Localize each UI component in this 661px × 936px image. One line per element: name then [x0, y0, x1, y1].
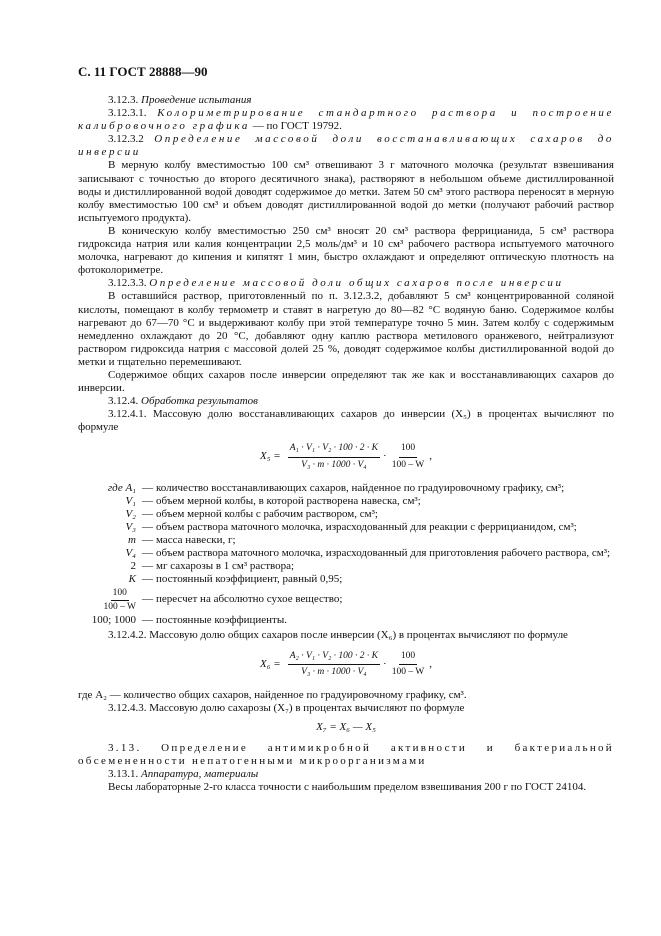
- paragraph-1: В мерную колбу вместимостью 100 см³ отвешивают 3 г маточного молочка (результат взвешивания записывают с точностью до второго десятичного знака), растворяют в небольшом объеме дистиллированной воды и дистиллированной водой доводят содержимое до метки. Затем 50 см³ этого раствора переносят в мерную колбу вместимостью 100 см³ и объем доводят дистиллированной водой до метки (получают рабочий раствор испытуемого продукта).: [78, 159, 614, 224]
- section-3-12-3-3: 3.12.3.3. Определение массовой доли общих сахаров после инверсии: [108, 277, 564, 290]
- definition-row: 2 — мг сахарозы в 1 см³ раствора;: [130, 559, 295, 572]
- definition-row: m — масса навески, г;: [128, 533, 236, 546]
- definition-row: где A₁ — количество восстанавливающих сахаров, найденное по градуировочному графику, см³;: [107, 481, 565, 494]
- section-3-13: 3.13. Определение антимикробной активности и бактериальной обсемененности непатогенными микроорганизмами: [78, 742, 614, 768]
- definition-row: V₃ — объем раствора маточного молочка, израсходованный для реакции с феррицианидом, см³;: [125, 520, 577, 533]
- section-3-12-3: 3.12.3. Проведение испытания: [108, 94, 252, 106]
- definition-row: V₂ — объем мерной колбы с рабочим раствором, см³;: [125, 507, 378, 520]
- formula-fraction: $\frac{\text{A₂ · V₁ · V₂ · 100 · 2 · K}}{\text{V₃ · m · 1000 · V₄}}$: [289, 650, 379, 677]
- definition-row: V₁ — объем мерной колбы, в которой растворена навеска, см³;: [125, 494, 421, 507]
- variable-definitions: [78, 482, 614, 627]
- paragraph-4: Содержимое общих сахаров после инверсии определяют так же как и восстанавливающих сахаров до инверсии.: [78, 368, 614, 395]
- section-3-12-3-1: 3.12.3.1. Колориметрирование стандартного раствора и построение калибровочного графика — по ГОСТ 19792.: [78, 107, 615, 133]
- formula-fraction-dry: $\frac{100}{100 - W}$: [391, 443, 425, 470]
- paragraph-5: 3.12.4.1. Массовую долю восстанавливающих сахаров до инверсии (X₅) в процентах вычисляют по формуле: [78, 408, 614, 434]
- definition-row: K — постоянный коэффициент, равный 0,95;: [128, 572, 343, 585]
- formula-x5: X₅ = $\frac{\text{A₁ · V₁ · V₂ · 100 · 2 · K}}{\text{V₃ · m · 1000 · V₄}}$ · $\frac{100}{100 - W}$ ,: [78, 442, 614, 471]
- paragraph-6: 3.12.4.2. Массовую долю общих сахаров после инверсии (X₆) в процентах вычисляют по формуле: [108, 628, 568, 641]
- definition-row: $\frac{100}{100 - W}$ — пересчет на абсолютно сухое вещество;: [103, 587, 343, 612]
- document-body: [78, 94, 614, 795]
- section-3-12-4: 3.12.4. Обработка результатов: [108, 395, 258, 408]
- paragraph-8: 3.12.4.3. Массовую долю сахарозы (X₇) в процентах вычисляют по формуле: [108, 702, 465, 714]
- formula-fraction: $\frac{\text{A₁ · V₁ · V₂ · 100 · 2 · K}}{\text{V₃ · m · 1000 · V₄}}$: [289, 443, 379, 470]
- paragraph-3: В оставшийся раствор, приготовленный по п. 3.12.3.2, добавляют 5 см³ концентрированной соляной кислоты, помещают в колбу термометр и ставят в нагретую до 80—82 °С водяную баню. Содержимое колбы нагревают до 67—70 °С и выдерживают колбу при этой температуре точно 5 мин. Затем колбу с содержимым немедленно охлаждают до 20 °С, добавляют одну каплю раствора метилового оранжевого, нейтрализуют раствором гидроксида натрия с массовой долей 25 %, доводят содержимое колбы дистиллированной водой до метки и тщательно перемешивают.: [78, 290, 614, 368]
- section-3-12-3-2: 3.12.3.2 Определение массовой доли восстанавливающих сахаров до инверсии: [78, 133, 614, 159]
- paragraph-2: В коническую колбу вместимостью 250 см³ вносят 20 см³ раствора феррицианида, 5 см³ раствора гидроксида натрия или калия концентрации 2,5 моль/дм³ и 10 см³ рабочего раствора испытуемого маточного молочка, нагревают до кипения и кипятят 1 мин, быстро охлаждают и определяют оптическую плотность на фотоколориметре.: [78, 224, 614, 277]
- paragraph-7: где A₂ — количество общих сахаров, найденное по градуировочному графику, см³.: [78, 688, 467, 701]
- paragraph-9: Весы лабораторные 2-го класса точности с наибольшим пределом взвешивания 200 г по ГОСТ 24104.: [108, 781, 587, 794]
- definition-row: V₄ — объем раствора маточного молочка, израсходованный для приготовления рабочего раствора, см³;: [125, 546, 611, 559]
- section-3-13-1: 3.13.1. Аппаратура, материалы: [108, 768, 259, 781]
- formula-fraction-dry: $\frac{100}{100 - W}$: [391, 650, 425, 677]
- formula-x7: X₇ = X₆ — X₅: [316, 721, 376, 734]
- formula-x6: X₆ = $\frac{\text{A₂ · V₁ · V₂ · 100 · 2 · K}}{\text{V₃ · m · 1000 · V₄}}$ · $\frac{100}{100 - W}$ ,: [78, 650, 614, 679]
- definition-row: 100; 1000 — постоянные коэффициенты.: [91, 613, 287, 626]
- page-header: С. 11 ГОСТ 28888—90: [78, 64, 208, 79]
- dry-matter-fraction: $\frac{100}{100 - W}$: [103, 587, 136, 612]
